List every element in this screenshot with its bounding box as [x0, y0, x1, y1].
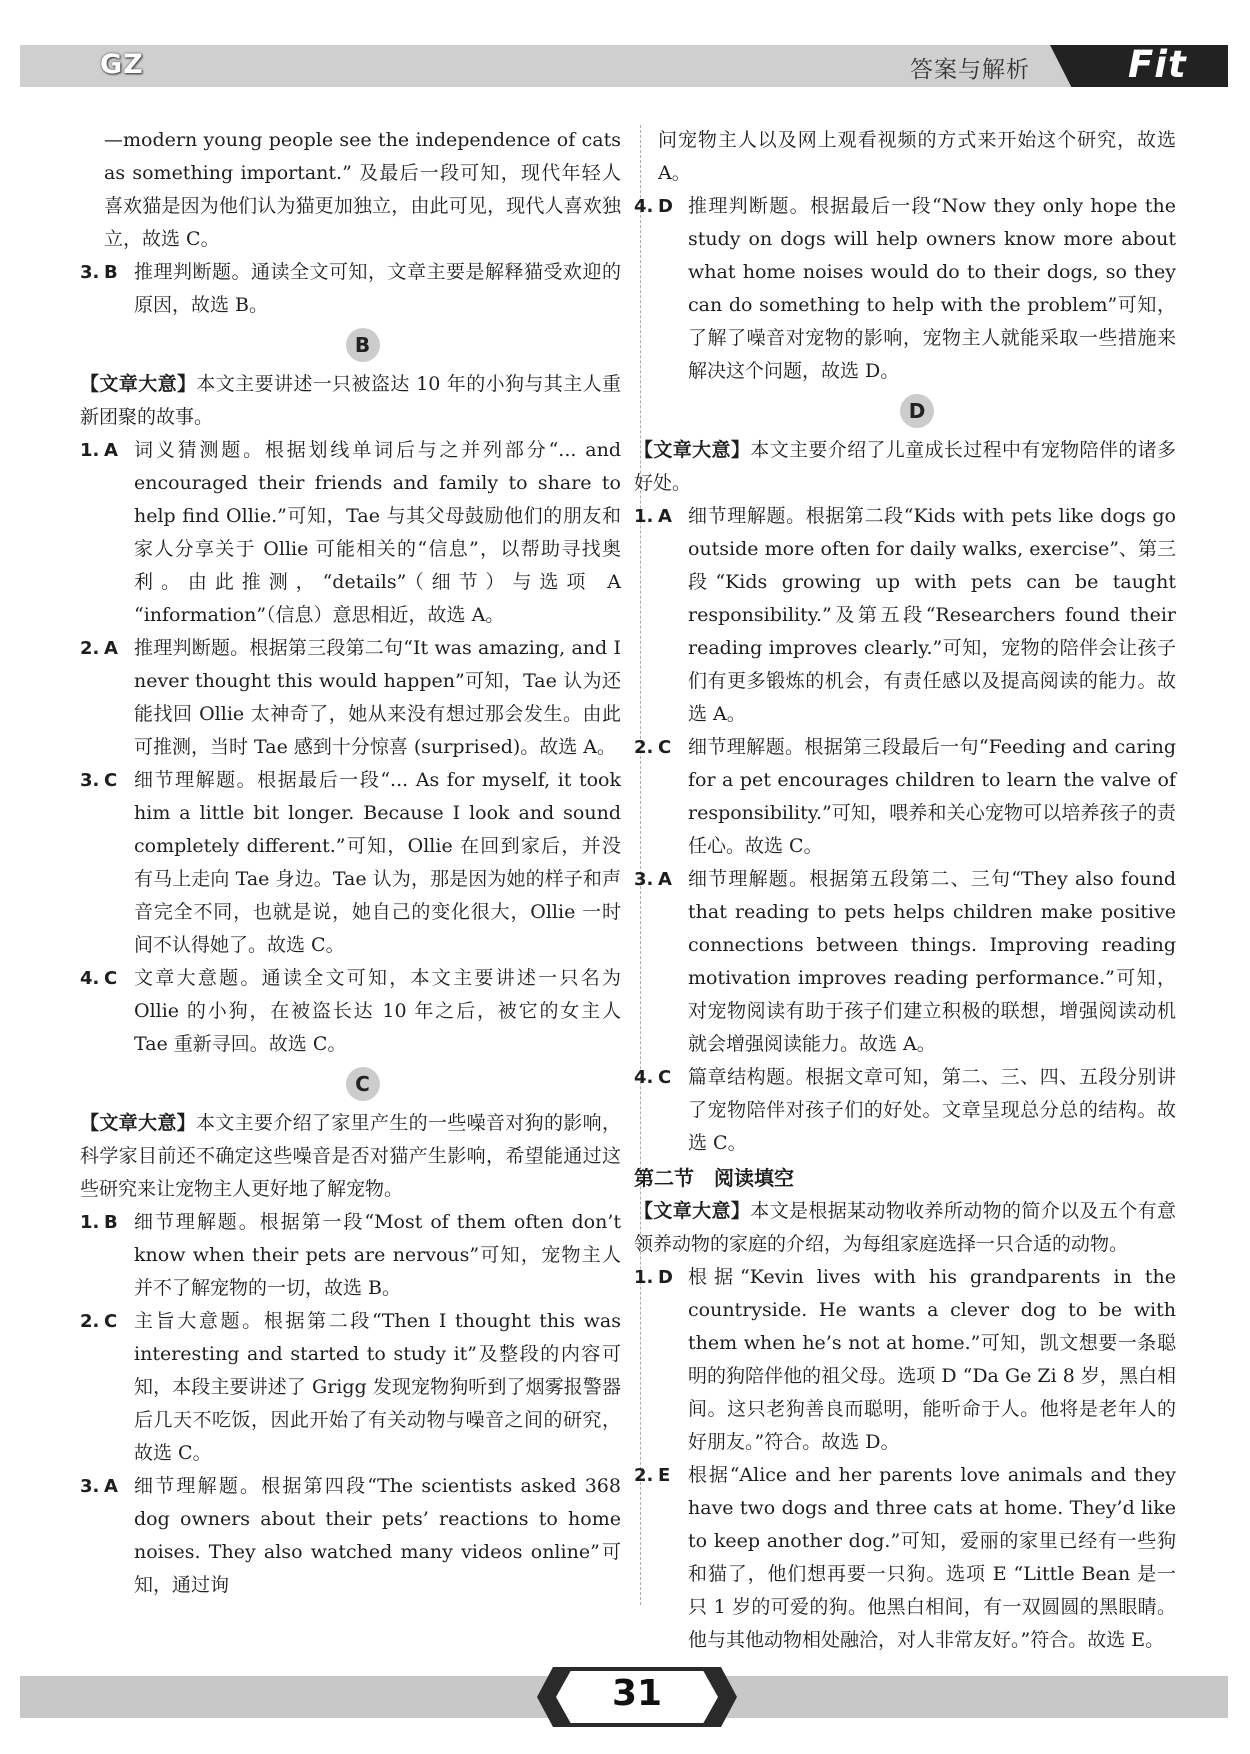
header-band [20, 45, 1228, 87]
article-summary: 【文章大意】本文是根据某动物收养所动物的简介以及五个有意领养动物的家庭的介绍，为每组家庭选择一只合适的动物。 [634, 1200, 1176, 1255]
answer-item: 4. C 篇章结构题。根据文章可知，第二、三、四、五段分别讲了宠物陪伴对孩子们的好处。文章呈现总分总的结构。故选 C。 [634, 1066, 1176, 1154]
answer-item: 1. A 词义猜测题。根据划线单词后与之并列部分“... and encouraged their friends and family to share to help find Ollie.”可知，Tae 与其父母鼓励他们的朋友和家人分享关于 Ollie 可能相关的“信息”，以帮助寻找奥利。由此推测，“details”（细节）与选项 A “information”（信息）意思相近，故选 A。 [80, 439, 621, 626]
article-summary: 【文章大意】本文主要介绍了儿童成长过程中有宠物陪伴的诸多好处。 [634, 439, 1176, 494]
answer-item: 2. A 推理判断题。根据第三段第二句“It was amazing, and I never thought this would happen”可知，Tae 认为还能找回 Ollie 太神奇了，她从来没有想过那会发生。由此可推测，当时 Tae 感到十分惊喜 (surprised)。故选 A。 [80, 637, 621, 758]
fit-logo: Fit [1128, 43, 1187, 86]
answer-item: 3. A 细节理解题。根据第四段“The scientists asked 368 dog owners about their pets’ reactions to home noises. They also watched many videos online”可知，通过询 [80, 1475, 621, 1596]
article-summary: 【文章大意】本文主要讲述一只被盗达 10 年的小狗与其主人重新团聚的故事。 [80, 373, 621, 428]
right-column [634, 124, 1176, 1657]
answer-item: 1. D 根据“Kevin lives with his grandparents in the countryside. He wants a clever dog to be with them when he’s not at home.”可知，凯文想要一条聪明的狗陪伴他的祖父母。选项 D “Da Ge Zi 8 岁，黑白相间。这只老狗善良而聪明，能听命于人。他将是老年人的好朋友。”符合。故选 D。 [634, 1266, 1176, 1453]
answer-item: 3. B 推理判断题。通读全文可知，文章主要是解释猫受欢迎的原因，故选 B。 [80, 261, 621, 316]
header-title: 答案与解析 [910, 57, 1030, 83]
answer-item: 3. C 细节理解题。根据最后一段“... As for myself, it took him a little bit longer. Because I look and sound completely different.”可知，Ollie 在回到家后，并没有马上走向 Tae 身边。Tae 认为，那是因为她的样子和声音完全不同，也就是说，她自己的变化很大，Ollie 一时间不认得她了。故选 C。 [80, 769, 621, 956]
answer-item: 4. C 文章大意题。通读全文可知，本文主要讲述一只名为 Ollie 的小狗，在被盗长达 10 年之后，被它的女主人 Tae 重新寻回。故选 C。 [80, 967, 621, 1055]
article-summary: 【文章大意】本文主要介绍了家里产生的一些噪音对狗的影响，科学家目前还不确定这些噪音是否对猫产生影响，希望能通过这些研究来让宠物主人更好地了解宠物。 [80, 1112, 621, 1200]
answer-item: 1. B 细节理解题。根据第一段“Most of them often don’t know when their pets are nervous”可知，宠物主人并不了解宠物的一切，故选 B。 [80, 1211, 621, 1299]
section-letter-b: B [346, 328, 380, 362]
answer-item: 2. C 主旨大意题。根据第二段“Then I thought this was interesting and started to study it”及整段的内容可知，本段主要讲述了 Grigg 发现宠物狗听到了烟雾报警器后几天不吃饭，因此开始了有关动物与噪音之间的研究，故选 C。 [80, 1310, 621, 1464]
section-letter-c: C [346, 1067, 380, 1101]
answer-item: 2. C 细节理解题。根据第三段最后一句“Feeding and caring for a pet encourages children to learn the valve of responsibility.”可知，喂养和关心宠物可以培养孩子的责任心。故选 C。 [634, 736, 1176, 857]
continuation-text: 问宠物主人以及网上观看视频的方式来开始这个研究，故选 A。 [658, 129, 1176, 184]
left-column [80, 124, 621, 1602]
answer-item: 1. A 细节理解题。根据第二段“Kids with pets like dogs go outside more often for daily walks, exercise”、第三段“Kids growing up with pets can be taught responsibility.”及第五段“Researchers found their reading improves clearly.”可知，宠物的陪伴会让孩子们有更多锻炼的机会，有责任感以及提高阅读的能力。故选 A。 [634, 505, 1176, 725]
gz-logo: GZ [100, 49, 144, 80]
intro-text: —modern young people see the independence of cats as something important.” 及最后一段可知，现代年轻人喜欢猫是因为他们认为猫更加独立，由此可见，现代人喜欢独立，故选 C。 [104, 129, 621, 250]
answer-item: 2. E 根据“Alice and her parents love animals and they have two dogs and three cats at home. They’d like to keep another dog.”可知，爱丽的家里已经有一些狗和猫了，他们想再要一只狗。选项 E “Little Bean 是一只 1 岁的可爱的狗。他黑白相间，有一双圆圆的黑眼睛。他与其他动物相处融洽，对人非常友好。”符合。故选 E。 [634, 1464, 1176, 1651]
page-number: 31 [611, 1673, 663, 1714]
answer-item: 4. D 推理判断题。根据最后一段“Now they only hope the study on dogs will help owners know more about what home noises would do to their dogs, so they can do something to help with the problem”可知，了解了噪音对宠物的影响，宠物主人就能采取一些措施来解决这个问题，故选 D。 [634, 195, 1176, 382]
section-letter-d: D [900, 394, 934, 428]
section-title: 第二节 阅读填空 [634, 1166, 794, 1190]
answer-item: 3. A 细节理解题。根据第五段第二、三句“They also found that reading to pets helps children make positive connections between things. Improving reading motivation improves reading performance.”可知，对宠物阅读有助于孩子们建立积极的联想，增强阅读动机就会增强阅读能力。故选 A。 [634, 868, 1176, 1055]
